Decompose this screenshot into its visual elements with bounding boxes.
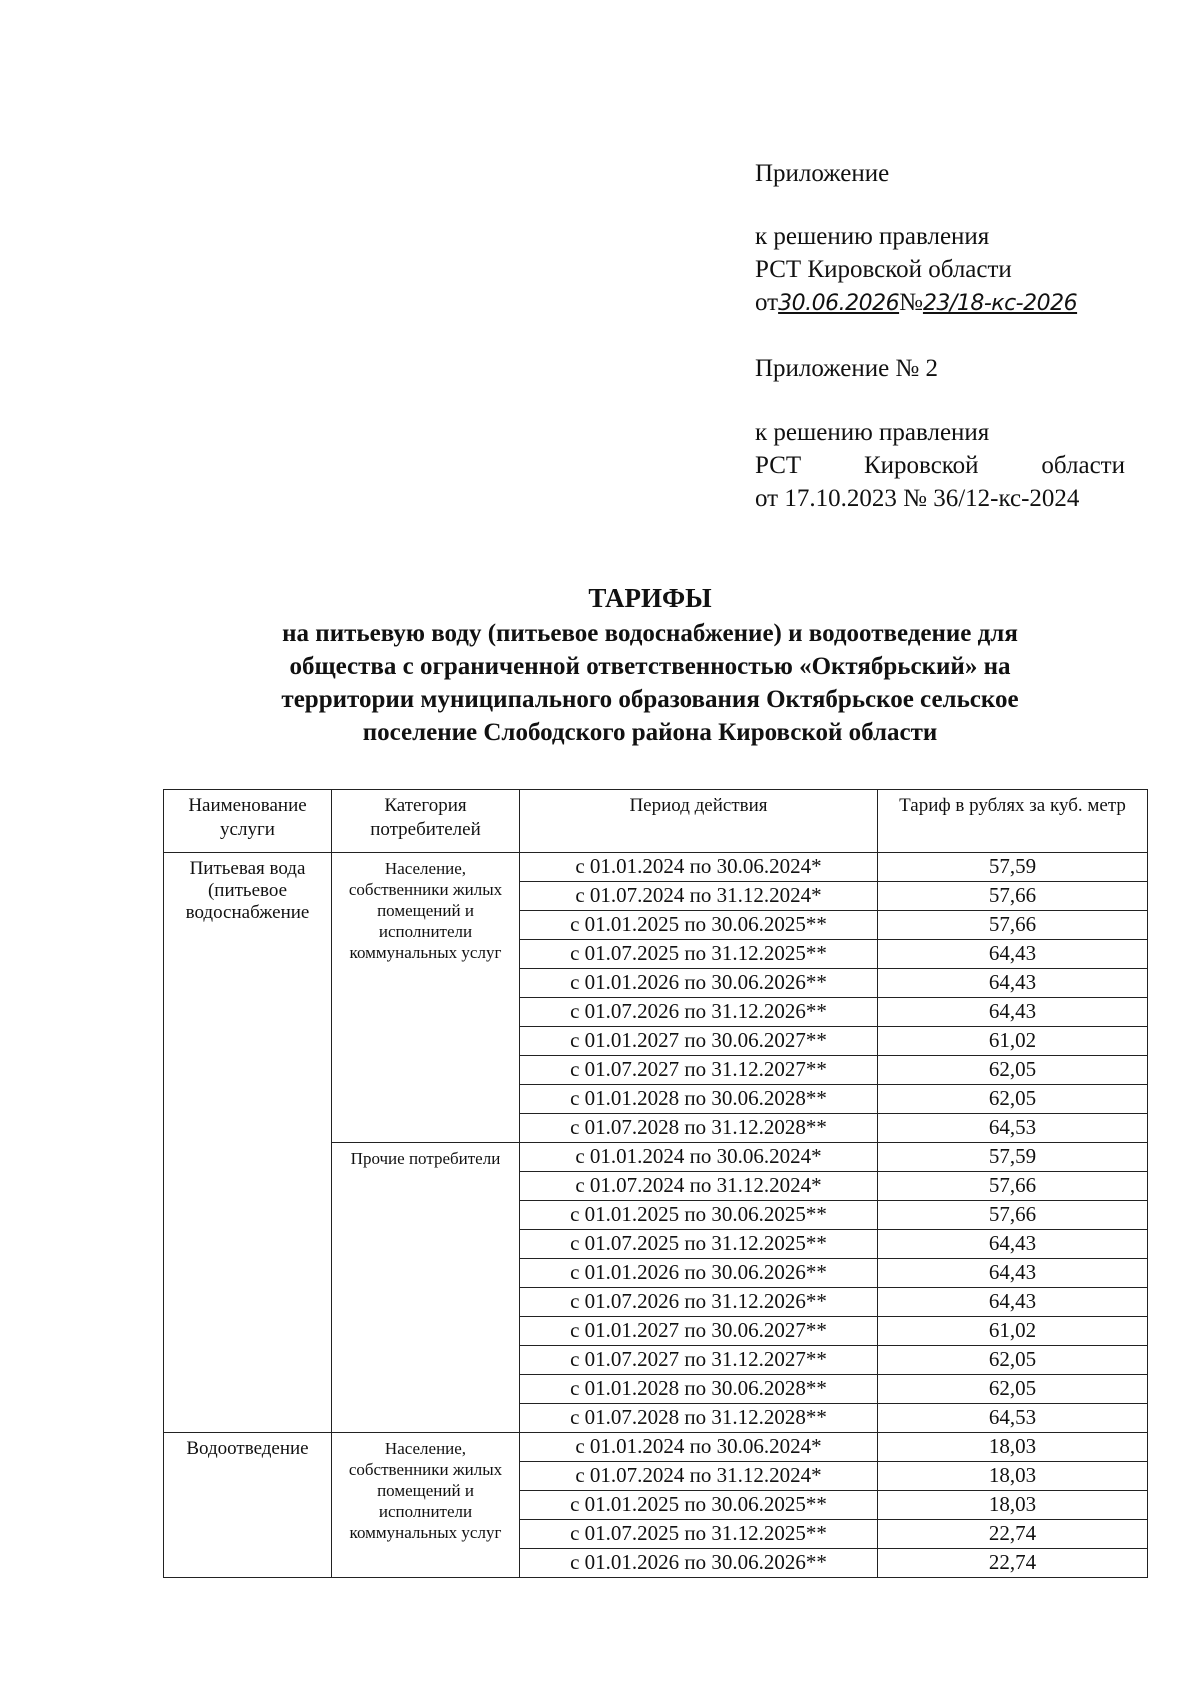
tariff-value-cell: 18,03 [878, 1491, 1148, 1520]
period-cell: с 01.07.2026 по 31.12.2026** [520, 998, 878, 1027]
appendix2-header [755, 352, 1125, 385]
tariff-value-cell: 62,05 [878, 1346, 1148, 1375]
period-cell: с 01.01.2025 по 30.06.2025** [520, 1491, 878, 1520]
tariffs-table-body [164, 853, 1148, 1578]
period-cell: с 01.07.2028 по 31.12.2028** [520, 1114, 878, 1143]
tariff-value-cell: 61,02 [878, 1027, 1148, 1056]
period-cell: с 01.07.2024 по 31.12.2024* [520, 1172, 878, 1201]
tariff-value-cell: 64,43 [878, 1230, 1148, 1259]
tariff-value-cell: 62,05 [878, 1375, 1148, 1404]
service-name-cell: Водоотведение [164, 1433, 332, 1578]
tariff-value-cell: 22,74 [878, 1549, 1148, 1578]
orig-decision-line-1: к решению правления [755, 419, 990, 446]
title-line-3: территории муниципального образования Октябрьское сельское [281, 686, 1019, 713]
period-cell: с 01.01.2024 по 30.06.2024* [520, 1433, 878, 1462]
appendix-label: Приложение [755, 160, 890, 187]
tariff-value-cell: 22,74 [878, 1520, 1148, 1549]
header-tariff: Тариф в рублях за куб. метр [878, 790, 1148, 853]
period-cell: с 01.07.2028 по 31.12.2028** [520, 1404, 878, 1433]
consumer-category-cell: Прочие потребители [332, 1143, 520, 1433]
title-line-2: общества с ограниченной ответственностью «Октябрьский» на [289, 653, 1011, 680]
decision-line-2: РСТ Кировской области [755, 256, 1012, 283]
header-service: Наименование услуги [164, 790, 332, 853]
period-cell: с 01.01.2027 по 30.06.2027** [520, 1317, 878, 1346]
tariff-value-cell: 64,53 [878, 1114, 1148, 1143]
tariff-value-cell: 64,43 [878, 998, 1148, 1027]
appendix-header [755, 157, 1125, 190]
period-cell: с 01.07.2026 по 31.12.2026** [520, 1288, 878, 1317]
consumer-category-cell: Население, собственники жилых помещений и исполнители коммунальных услуг [332, 1433, 520, 1578]
from-prefix: от [755, 289, 779, 316]
period-cell: с 01.01.2027 по 30.06.2027** [520, 1027, 878, 1056]
period-cell: с 01.01.2025 по 30.06.2025** [520, 911, 878, 940]
tariff-value-cell: 57,66 [878, 1172, 1148, 1201]
period-cell: с 01.07.2024 по 31.12.2024* [520, 882, 878, 911]
title-main: ТАРИФЫ [588, 583, 712, 613]
service-name-cell: Питьевая вода (питьевое водоснабжение [164, 853, 332, 1433]
handwritten-date: 30.06.2026 [778, 291, 900, 316]
period-cell: с 01.07.2027 по 31.12.2027** [520, 1056, 878, 1085]
orig-word-1: РСТ [755, 452, 802, 479]
orig-decision-line-2 [755, 449, 1125, 482]
document-title [150, 582, 1150, 749]
tariff-value-cell: 64,43 [878, 940, 1148, 969]
period-cell: с 01.01.2028 по 30.06.2028** [520, 1085, 878, 1114]
tariff-value-cell: 64,43 [878, 1259, 1148, 1288]
tariff-value-cell: 57,59 [878, 1143, 1148, 1172]
number-sign: № [899, 289, 923, 316]
original-decision-reference [755, 416, 1125, 515]
table-row [164, 1433, 1148, 1462]
period-cell: с 01.01.2024 по 30.06.2024* [520, 853, 878, 882]
consumer-category-cell: Население, собственники жилых помещений и исполнители коммунальных услуг [332, 853, 520, 1143]
tariff-value-cell: 18,03 [878, 1433, 1148, 1462]
orig-word-2: Кировской [864, 452, 979, 479]
period-cell: с 01.01.2025 по 30.06.2025** [520, 1201, 878, 1230]
tariffs-table [163, 789, 1148, 1578]
period-cell: с 01.07.2025 по 31.12.2025** [520, 1230, 878, 1259]
table-header-row [164, 790, 1148, 853]
table-row [164, 853, 1148, 882]
orig-decision-line-3: от 17.10.2023 № 36/12-кс-2024 [755, 485, 1080, 512]
tariff-value-cell: 57,66 [878, 911, 1148, 940]
decision-date-number [755, 286, 1125, 320]
title-line-4: поселение Слободского района Кировской области [362, 719, 938, 746]
title-line-1: на питьевую воду (питьевое водоснабжение) и водоотведение для [282, 620, 1018, 647]
tariff-value-cell: 18,03 [878, 1462, 1148, 1491]
period-cell: с 01.01.2026 по 30.06.2026** [520, 1259, 878, 1288]
decision-line-1: к решению правления [755, 223, 990, 250]
period-cell: с 01.01.2024 по 30.06.2024* [520, 1143, 878, 1172]
period-cell: с 01.01.2026 по 30.06.2026** [520, 969, 878, 998]
appendix2-label: Приложение № 2 [755, 355, 939, 382]
tariff-value-cell: 64,53 [878, 1404, 1148, 1433]
header-period: Период действия [520, 790, 878, 853]
tariff-value-cell: 61,02 [878, 1317, 1148, 1346]
tariff-value-cell: 64,43 [878, 969, 1148, 998]
tariff-value-cell: 62,05 [878, 1085, 1148, 1114]
tariff-value-cell: 64,43 [878, 1288, 1148, 1317]
tariff-value-cell: 57,66 [878, 1201, 1148, 1230]
period-cell: с 01.07.2024 по 31.12.2024* [520, 1462, 878, 1491]
tariff-value-cell: 62,05 [878, 1056, 1148, 1085]
tariff-value-cell: 57,59 [878, 853, 1148, 882]
period-cell: с 01.07.2025 по 31.12.2025** [520, 1520, 878, 1549]
orig-word-3: области [1041, 452, 1125, 479]
handwritten-number: 23/18-кс-2026 [922, 291, 1078, 316]
period-cell: с 01.07.2027 по 31.12.2027** [520, 1346, 878, 1375]
period-cell: с 01.01.2028 по 30.06.2028** [520, 1375, 878, 1404]
period-cell: с 01.01.2026 по 30.06.2026** [520, 1549, 878, 1578]
period-cell: с 01.07.2025 по 31.12.2025** [520, 940, 878, 969]
header-category: Категория потребителей [332, 790, 520, 853]
decision-reference [755, 220, 1125, 320]
tariff-value-cell: 57,66 [878, 882, 1148, 911]
